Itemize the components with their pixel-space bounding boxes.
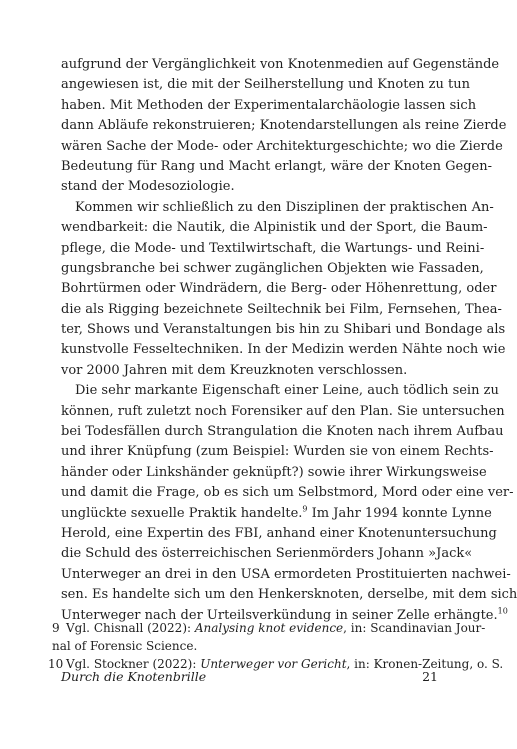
footnote-number: 10 bbox=[48, 656, 64, 671]
footnote-ref-9[interactable]: 9 bbox=[302, 504, 308, 514]
text-segment: Im Jahr 1994 konnte Lynne bbox=[307, 505, 492, 521]
text-line: bei Todesfällen durch Strangulation die Knoten nach ihrem Aufbau bbox=[61, 424, 504, 440]
text-line: sen. Es handelte sich um den Henkersknoten, derselbe, mit dem sich bbox=[61, 587, 517, 603]
footnote-9-continuation: nal of Forensic Science. bbox=[52, 638, 198, 653]
text-line: und ihrer Knüpfung (zum Beispiel: Wurden sie von einem Rechts- bbox=[61, 444, 494, 460]
footnote-text: Vgl. Stockner (2022): bbox=[66, 656, 201, 671]
footnote-text: , in: Scandinavian Jour- bbox=[343, 621, 486, 635]
text-line: ter, Shows und Veranstaltungen bis hin zu Shibari und Bondage als bbox=[61, 322, 506, 338]
text-line: Kommen wir schließlich zu den Disziplinen der praktischen An- bbox=[75, 199, 494, 215]
footnote-title: Unterweger vor Gericht bbox=[200, 656, 347, 671]
running-title: Durch die Knotenbrille bbox=[61, 669, 207, 684]
text-line: wären Sache der Mode- oder Architekturgeschichte; wo die Zierde bbox=[61, 138, 503, 154]
text-line: gungsbranche bei schwer zugänglichen Objekten wie Fassaden, bbox=[61, 260, 484, 276]
text-line: vor 2000 Jahren mit dem Kreuzknoten verschlossen. bbox=[61, 362, 408, 378]
text-segment: Unterweger nach der Urteilsverkündung in seiner Zelle erhängte. bbox=[61, 607, 498, 623]
text-line: Unterweger an drei in den USA ermordeten Prostituierten nachwei- bbox=[61, 566, 511, 582]
text-line: können, ruft zuletzt noch Forensiker auf den Plan. Sie untersuchen bbox=[61, 403, 505, 419]
text-line: händer oder Linkshänder geknüpft?) sowie ihrer Wirkungsweise bbox=[61, 464, 487, 480]
footnote-ref-10[interactable]: 10 bbox=[497, 606, 508, 616]
text-line: die Schuld des österreichischen Serienmörders Johann »Jack« bbox=[61, 546, 473, 562]
text-line: und damit die Frage, ob es sich um Selbstmord, Mord oder eine ver- bbox=[61, 485, 514, 501]
text-line: haben. Mit Methoden der Experimentalarchäologie lassen sich bbox=[61, 97, 477, 113]
text-line: angewiesen ist, die mit der Seilherstellung und Knoten zu tun bbox=[61, 77, 470, 93]
footnote-number: 9 bbox=[52, 621, 60, 635]
footnote-text: , in: Kronen-Zeitung, o. S. bbox=[346, 656, 504, 671]
text-line: Bedeutung für Rang und Macht erlangt, wäre der Knoten Gegen- bbox=[61, 158, 492, 174]
text-line: Bohrtürmen oder Windrädern, die Berg- oder Höhenrettung, oder bbox=[61, 281, 497, 297]
footnote-9 bbox=[52, 620, 486, 638]
text-line: Die sehr markante Eigenschaft einer Leine, auch tödlich sein zu bbox=[75, 383, 499, 399]
text-line bbox=[61, 504, 492, 524]
text-line: dann Abläufe rekonstruieren; Knotendarstellungen als reine Zierde bbox=[61, 118, 507, 134]
text-line: pflege, die Mode- und Textilwirtschaft, die Wartungs- und Reini- bbox=[61, 240, 485, 256]
text-line: wendbarkeit: die Nautik, die Alpinistik und der Sport, die Baum- bbox=[61, 220, 488, 236]
page-footer bbox=[61, 669, 438, 684]
footnotes bbox=[48, 620, 504, 673]
footnote-title: Analysing knot evidence bbox=[194, 621, 344, 635]
page-number: 21 bbox=[422, 669, 438, 684]
footnote-text: Vgl. Chisnall (2022): bbox=[66, 621, 195, 635]
text-line: kunstvolle Fesseltechniken. In der Medizin werden Nähte noch wie bbox=[61, 342, 506, 358]
text-line: aufgrund der Vergänglichkeit von Knotenmedien auf Gegenstände bbox=[61, 57, 500, 72]
text-line: stand der Modesoziologie. bbox=[61, 179, 235, 195]
text-line: Herold, eine Expertin des FBI, anhand einer Knotenuntersuchung bbox=[61, 525, 497, 541]
text-line: die als Rigging bezeichnete Seiltechnik bei Film, Fernsehen, Thea- bbox=[61, 301, 502, 317]
body-text bbox=[61, 55, 517, 626]
text-segment: unglückte sexuelle Praktik handelte. bbox=[61, 505, 303, 521]
